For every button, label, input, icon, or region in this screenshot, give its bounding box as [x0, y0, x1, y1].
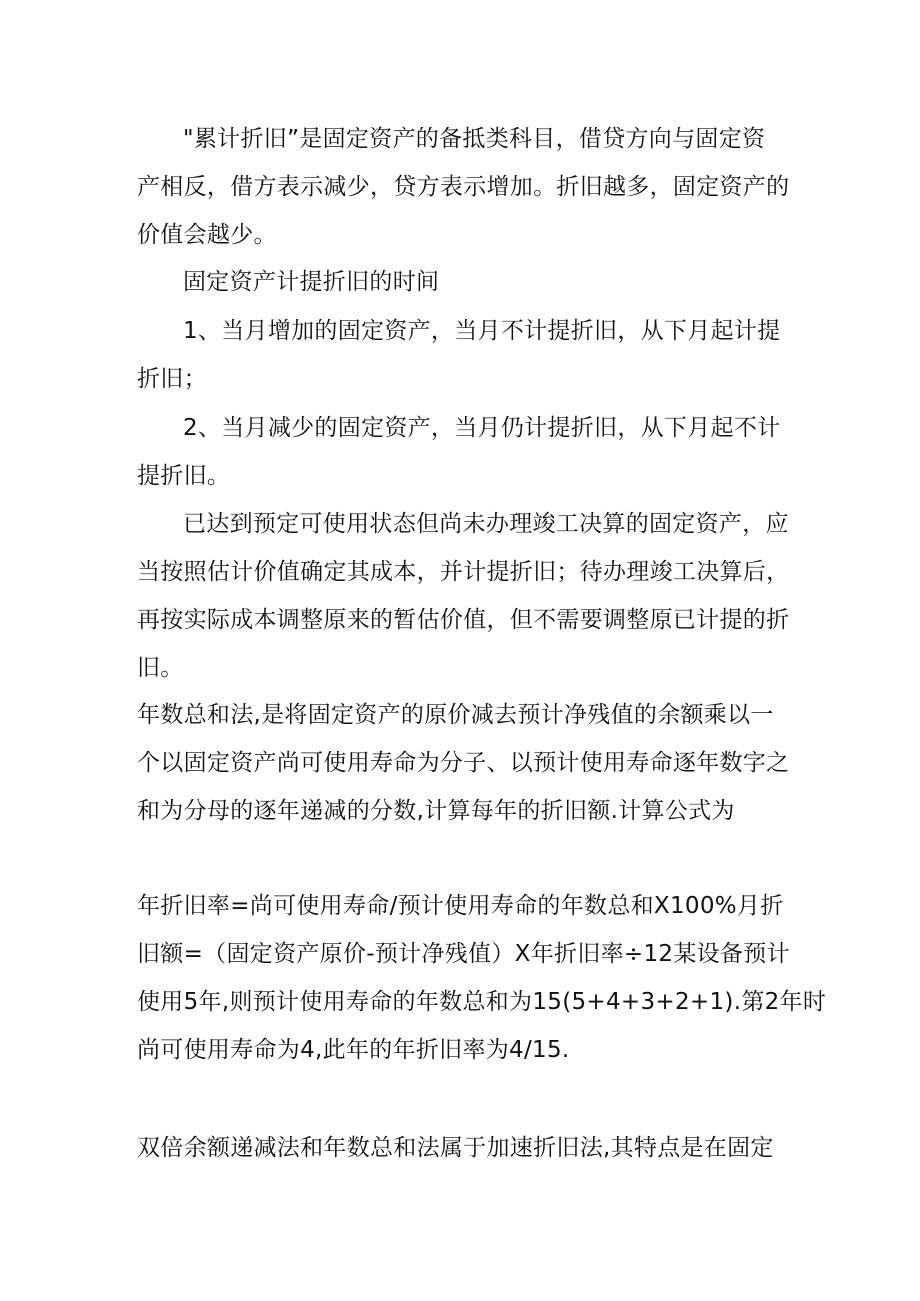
- text-line: 当按照估计价值确定其成本，并计提折旧；待办理竣工决算后，: [137, 559, 790, 585]
- text-line: 价值会越少。: [137, 222, 277, 248]
- text-line: 产相反，借方表示减少，贷方表示增加。折旧越多，固定资产的: [137, 174, 790, 200]
- paragraph-accumulated-depreciation: [137, 115, 790, 259]
- text-line: 固定资产计提折旧的时间: [183, 269, 440, 295]
- text-line: 1、当月增加的固定资产，当月不计提折旧，从下月起计提: [183, 318, 781, 344]
- text-line: 使用5年,则预计使用寿命的年数总和为15(5+4+3+2+1).第2年时: [137, 989, 827, 1015]
- text-line: 已达到预定可使用状态但尚未办理竣工决算的固定资产，应: [183, 511, 789, 537]
- paragraph-rule-2: [137, 404, 787, 500]
- text-line: 旧。: [137, 655, 184, 681]
- text-line: 提折旧。: [137, 463, 231, 489]
- text-line: 和为分母的逐年递减的分数,计算每年的折旧额.计算公式为: [137, 798, 735, 824]
- text-line: 年数总和法,是将固定资产的原价减去预计净残值的余额乘以一: [137, 702, 774, 728]
- text-line: "累计折旧”是固定资产的备抵类科目，借贷方向与固定资: [183, 126, 766, 152]
- text-line: 再按实际成本调整原来的暂估价值，但不需要调整原已计提的折: [137, 607, 790, 633]
- paragraph-heading-depreciation-timing: [137, 258, 787, 306]
- paragraph-sum-of-years-method: [137, 691, 790, 835]
- text-line: 折旧；: [137, 366, 207, 392]
- text-line: 双倍余额递减法和年数总和法属于加速折旧法,其特点是在固定: [137, 1135, 774, 1161]
- text-line: 旧额=（固定资产原价-预计净残值）X年折旧率÷12某设备预计: [137, 941, 790, 967]
- text-line: 年折旧率=尚可使用寿命/预计使用寿命的年数总和X100%月折: [137, 893, 784, 919]
- paragraph-formula: [137, 882, 827, 1074]
- paragraph-rule-1: [137, 307, 787, 403]
- paragraph-estimated-value: [137, 500, 790, 692]
- text-line: 尚可使用寿命为4,此年的年折旧率为4/15.: [137, 1037, 570, 1063]
- paragraph-accelerated-depreciation: [137, 1124, 787, 1172]
- text-line: 个以固定资产尚可使用寿命为分子、以预计使用寿命逐年数字之: [137, 750, 790, 776]
- text-line: 2、当月减少的固定资产，当月仍计提折旧，从下月起不计: [183, 415, 781, 441]
